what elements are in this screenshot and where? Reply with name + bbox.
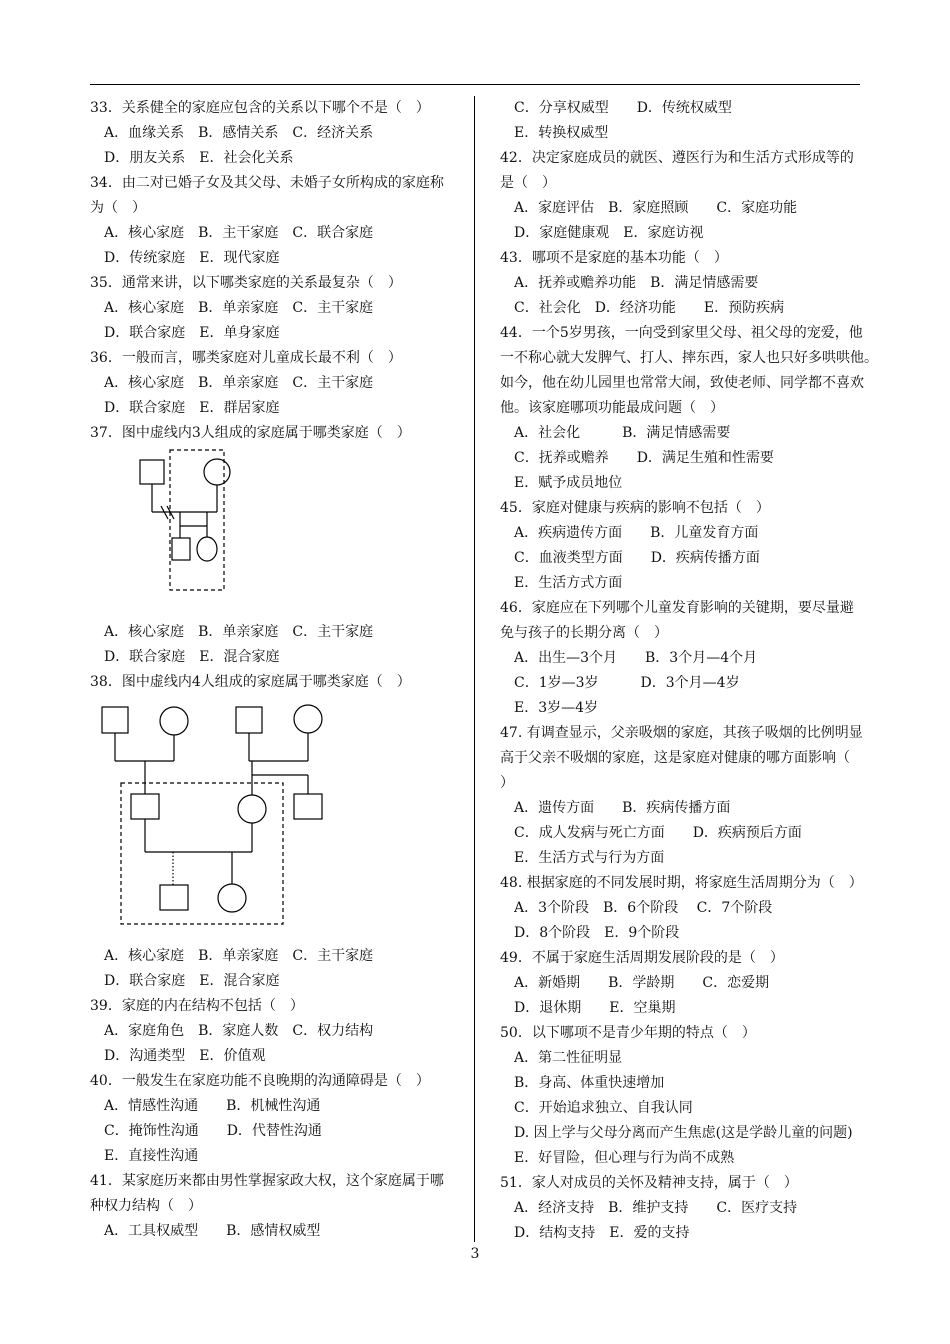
options-35-b: D．联合家庭 E．单身家庭 (104, 325, 280, 341)
options-49-a: A．新婚期 B．学龄期 C．恋爱期 (514, 975, 770, 991)
options-38-a: A．核心家庭 B．单亲家庭 C．主干家庭 (104, 948, 374, 964)
question-47-cont-1: 高于父亲不吸烟的家庭，这是家庭对健康的哪方面影响（ (500, 750, 850, 766)
options-50-e: E．好冒险，但心理与行为尚不成熟 (514, 1150, 735, 1166)
column-divider (474, 96, 475, 1242)
question-36: 36．一般而言，哪类家庭对儿童成长最不利（ ） (90, 350, 402, 366)
question-34: 34．由二对已婚子女及其父母、未婚子女所构成的家庭称 (90, 175, 444, 191)
options-40-a: A．情感性沟通 B．机械性沟通 (104, 1098, 321, 1114)
options-40-b: C．掩饰性沟通 D．代替性沟通 (104, 1123, 322, 1139)
question-41: 41．某家庭历来都由男性掌握家政大权，这个家庭属于哪 (90, 1173, 444, 1189)
options-45-b: C．血液类型方面 D．疾病传播方面 (514, 550, 760, 566)
question-35: 35．通常来讲，以下哪类家庭的关系最复杂（ ） (90, 275, 402, 291)
question-45: 45．家庭对健康与疾病的影响不包括（ ） (500, 500, 770, 516)
question-51: 51．家人对成员的关怀及精神支持，属于（ ） (500, 1175, 798, 1191)
options-44-a: A．社会化 B．满足情感需要 (514, 425, 731, 441)
question-44: 44．一个5岁男孩，一向受到家里父母、祖父母的宠爱，他 (500, 325, 863, 341)
options-42-b: D．家庭健康观 E．家庭访视 (514, 225, 704, 241)
options-41-b: C．分享权威型 D．传统权威型 (514, 100, 732, 116)
options-45-c: E．生活方式方面 (514, 575, 623, 591)
options-49-b: D．退休期 E．空巢期 (514, 1000, 676, 1016)
question-46: 46．家庭应在下列哪个儿童发育影响的关键期，要尽量避 (500, 600, 854, 616)
options-33-b: D．朋友关系 E．社会化关系 (104, 150, 294, 166)
options-48-b: D．8个阶段 E．9个阶段 (514, 925, 680, 941)
options-50-b: B．身高、体重快速增加 (514, 1075, 665, 1091)
options-47-b: C．成人发病与死亡方面 D．疾病预后方面 (514, 825, 802, 841)
options-41-a: A．工具权威型 B．感情权威型 (104, 1223, 321, 1239)
question-47-cont-2: ） (500, 775, 514, 791)
question-43: 43．哪项不是家庭的基本功能（ ） (500, 250, 728, 266)
options-36-a: A．核心家庭 B．单亲家庭 C．主干家庭 (104, 375, 374, 391)
question-42: 42．决定家庭成员的就医、遵医行为和生活方式形成等的 (500, 150, 854, 166)
options-51-a: A．经济支持 B．维护支持 C．医疗支持 (514, 1200, 798, 1216)
left-column (90, 96, 462, 1244)
options-42-a: A．家庭评估 B．家庭照顾 C．家庭功能 (514, 200, 798, 216)
options-46-a: A．出生—3个月 B．3个月—4个月 (514, 650, 758, 666)
question-49: 49．不属于家庭生活周期发展阶段的是（ ） (500, 950, 784, 966)
options-41-c: E．转换权威型 (514, 125, 609, 141)
options-47-c: E．生活方式与行为方面 (514, 850, 665, 866)
options-39-a: A．家庭角色 B．家庭人数 C．权力结构 (104, 1023, 374, 1039)
options-46-c: E．3岁—4岁 (514, 700, 599, 716)
page-number: 3 (470, 1246, 480, 1262)
genogram-37 (90, 446, 462, 620)
question-38: 38．图中虚线内4人组成的家庭属于哪类家庭（ ） (90, 674, 411, 690)
genogram-38 (90, 695, 462, 944)
options-39-b: D．沟通类型 E．价值观 (104, 1048, 266, 1064)
question-50: 50．以下哪项不是青少年期的特点（ ） (500, 1025, 756, 1041)
options-34-a: A．核心家庭 B．主干家庭 C．联合家庭 (104, 225, 374, 241)
options-37-a: A．核心家庭 B．单亲家庭 C．主干家庭 (104, 624, 374, 640)
question-46-cont: 免与孩子的长期分离（ ） (500, 625, 668, 641)
options-33-a: A．血缘关系 B．感情关系 C．经济关系 (104, 125, 374, 141)
options-36-b: D．联合家庭 E．群居家庭 (104, 400, 280, 416)
genogram-38-drawing (90, 695, 462, 944)
options-38-b: D．联合家庭 E．混合家庭 (104, 973, 280, 989)
options-50-c: C．开始追求独立、自我认同 (514, 1100, 693, 1116)
question-44-cont-1: 一不称心就大发脾气、打人、摔东西，家人也只好多哄哄他。 (500, 350, 878, 366)
question-44-cont-2: 如今，他在幼儿园里也常常大闹，致使老师、同学都不喜欢 (500, 375, 864, 391)
question-44-cont-3: 他。该家庭哪项功能最成问题（ ） (500, 400, 724, 416)
options-45-a: A．疾病遗传方面 B．儿童发育方面 (514, 525, 759, 541)
options-43-b: C．社会化 D．经济功能 E．预防疾病 (514, 300, 785, 316)
question-48: 48. 根据家庭的不同发展时期，将家庭生活周期分为（ ） (500, 875, 863, 891)
question-41-cont: 种权力结构（ ） (90, 1198, 202, 1214)
question-42-cont: 是（ ） (500, 175, 556, 191)
options-40-c: E．直接性沟通 (104, 1148, 199, 1164)
options-37-b: D．联合家庭 E．混合家庭 (104, 649, 280, 665)
question-39: 39．家庭的内在结构不包括（ ） (90, 998, 304, 1014)
options-50-a: A．第二性征明显 (514, 1050, 623, 1066)
header-rule (90, 84, 860, 85)
question-34-cont: 为（ ） (90, 200, 146, 216)
options-47-a: A．遗传方面 B．疾病传播方面 (514, 800, 731, 816)
options-34-b: D．传统家庭 E．现代家庭 (104, 250, 280, 266)
question-40: 40．一般发生在家庭功能不良晚期的沟通障碍是（ ） (90, 1073, 430, 1089)
options-46-b: C．1岁—3岁 D．3个月—4岁 (514, 675, 740, 691)
options-44-b: C．抚养或赡养 D．满足生殖和性需要 (514, 450, 774, 466)
question-33: 33．关系健全的家庭应包含的关系以下哪个不是（ ） (90, 100, 430, 116)
right-column (500, 96, 878, 1246)
options-44-c: E．赋予成员地位 (514, 475, 623, 491)
genogram-37-drawing (90, 446, 462, 620)
options-51-b: D．结构支持 E．爱的支持 (514, 1225, 690, 1241)
question-47: 47. 有调查显示，父亲吸烟的家庭，其孩子吸烟的比例明显 (500, 725, 863, 741)
options-48-a: A．3个阶段 B．6个阶段 C．7个阶段 (514, 900, 773, 916)
question-37: 37．图中虚线内3人组成的家庭属于哪类家庭（ ） (90, 425, 411, 441)
options-35-a: A．核心家庭 B．单亲家庭 C．主干家庭 (104, 300, 374, 316)
options-50-d: D. 因上学与父母分离而产生焦虑(这是学龄儿童的问题) (514, 1125, 853, 1141)
options-43-a: A．抚养或赡养功能 B．满足情感需要 (514, 275, 759, 291)
